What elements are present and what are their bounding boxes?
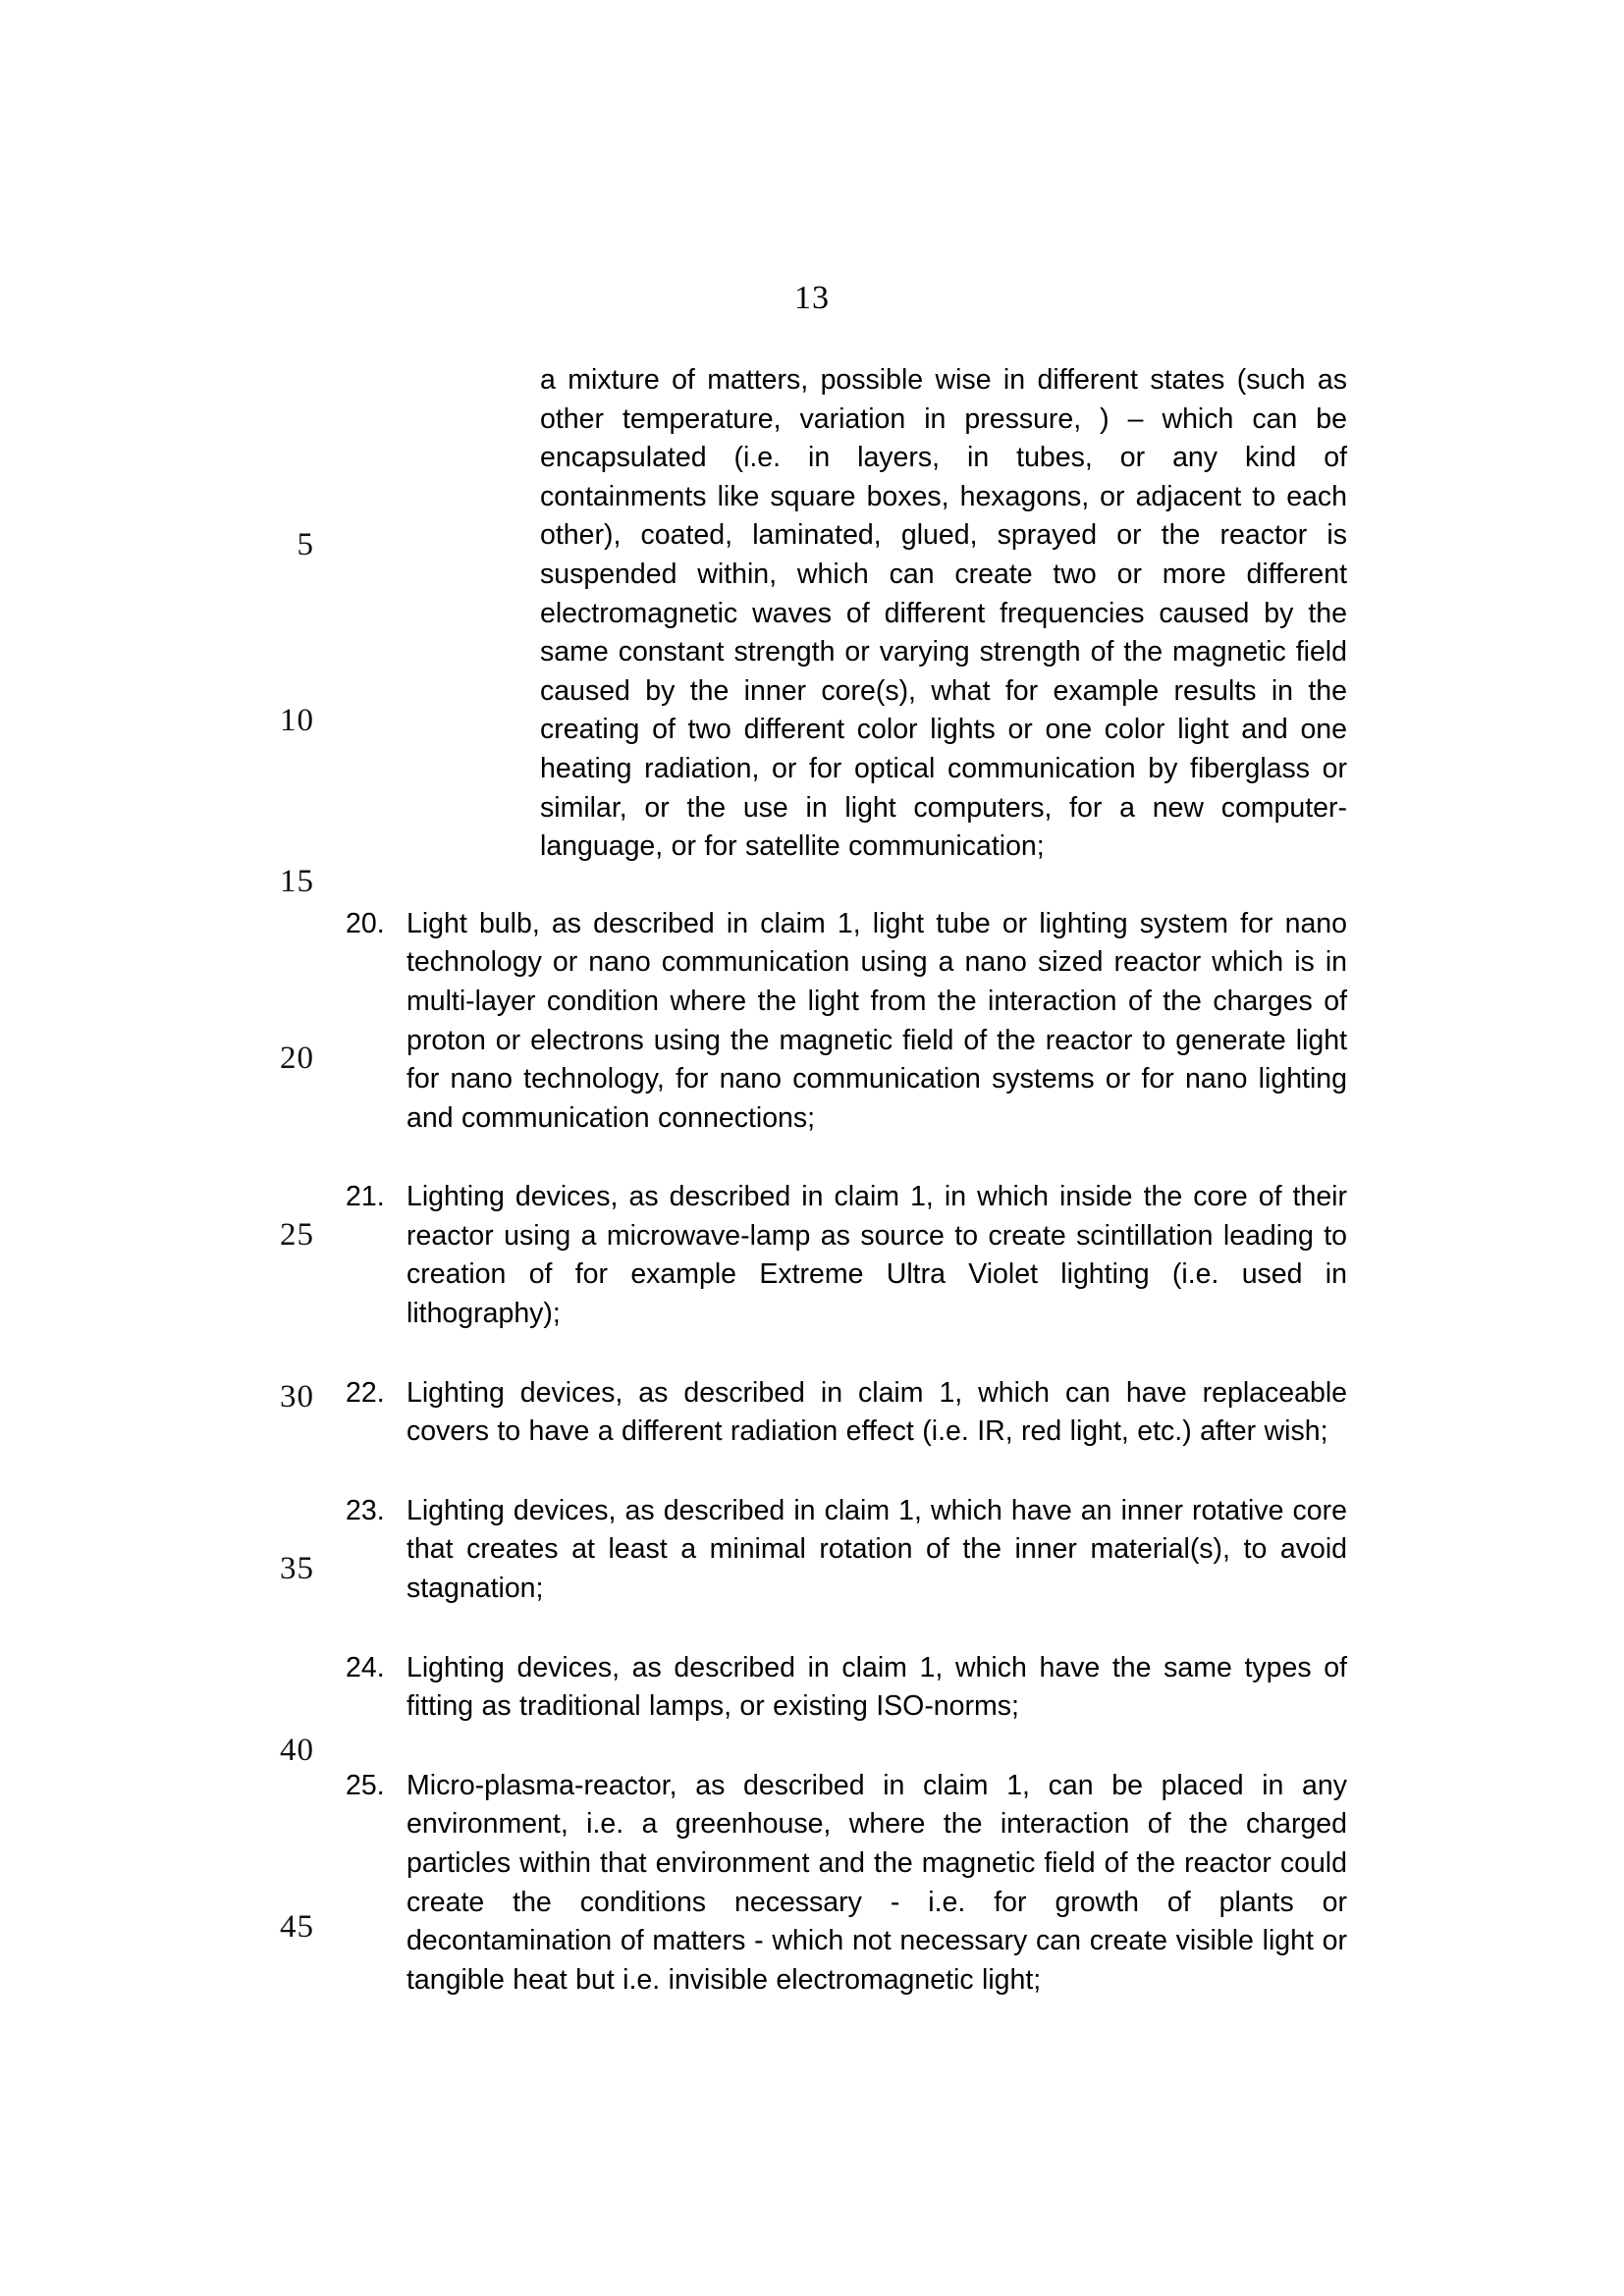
claim-23-number: 23. [346,1494,385,1526]
claim-20-text: Light bulb, as described in claim 1, light tube or lighting system for nano technology or nano communication using a nano sized reactor which is in multi-layer condition where the light from the interaction of the charges of proton or electrons using the magnetic field of the reactor to generate light for nano technology, for nano communication systems or for nano lighting and communication connections; [406,907,1347,1134]
claim-25 [346,1767,1347,2001]
claim-25-text: Micro-plasma-reactor, as described in claim 1, can be placed in any environment, i.e. a greenhouse, where the interaction of the charged particles within that environment and the magnetic field of the reactor could create the conditions necessary - i.e. for growth of plants or decontamination of matters - which not necessary can create visible light or tangible heat but i.e. invisible electromagnetic light; [406,1769,1347,1996]
intro-paragraph: a mixture of matters, possible wise in different states (such as other temperature, variation in pressure, ) – which can be encapsulated (i.e. in layers, in tubes, or any kind of containments like square boxes, hexagons, or adjacent to each other), coated, laminated, glued, sprayed or the reactor is suspended within, which can create two or more different electromagnetic waves of different frequencies caused by the same constant strength or varying strength of the magnetic field caused by the inner core(s), what for example results in the creating of two different color lights or one color light and one heating radiation, or for optical communication by fiberglass or similar, or the use in light computers, for a new computer-language, or for satellite communication; [540,364,1347,863]
spacer [346,1727,1347,1767]
spacer [346,867,1347,905]
spacer [346,1138,1347,1178]
claim-25-number: 25. [346,1769,385,1801]
line-number-gutter [0,0,314,2296]
claim-22-text: Lighting devices, as described in claim 1, which can have replaceable covers to have a different radiation effect (i.e. IR, red light, etc.) after wish; [406,1376,1347,1448]
claim-23 [346,1492,1347,1609]
claim-21 [346,1178,1347,1333]
claim-24 [346,1649,1347,1727]
body-column [346,361,1347,2000]
spacer [346,1609,1347,1649]
claim-20 [346,905,1347,1139]
line-number-20: 20 [280,1041,314,1076]
line-number-45: 45 [280,1909,314,1945]
claim-24-text: Lighting devices, as described in claim 1, which have the same types of fitting as traditional lamps, or existing ISO-norms; [406,1651,1347,1723]
line-number-10: 10 [280,703,314,738]
claim-24-number: 24. [346,1651,385,1683]
line-number-30: 30 [280,1379,314,1415]
claim-22 [346,1374,1347,1452]
spacer [346,1452,1347,1492]
claim-23-text: Lighting devices, as described in claim 1, which have an inner rotative core that creates at least a minimal rotation of the inner material(s), to avoid stagnation; [406,1494,1347,1605]
line-number-15: 15 [280,864,314,899]
line-number-40: 40 [280,1733,314,1768]
claim-22-number: 22. [346,1376,385,1409]
line-number-5: 5 [297,527,314,562]
claim-20-number: 20. [346,907,385,939]
spacer [346,1334,1347,1374]
page-number: 13 [794,280,830,316]
claim-21-text: Lighting devices, as described in claim 1, in which inside the core of their reactor using a microwave-lamp as source to create scintillation leading to creation of for example Extreme Ultra Violet lighting (i.e. used in lithography); [406,1181,1347,1330]
line-number-25: 25 [280,1217,314,1253]
line-number-35: 35 [280,1551,314,1586]
claim-21-number: 21. [346,1181,385,1213]
